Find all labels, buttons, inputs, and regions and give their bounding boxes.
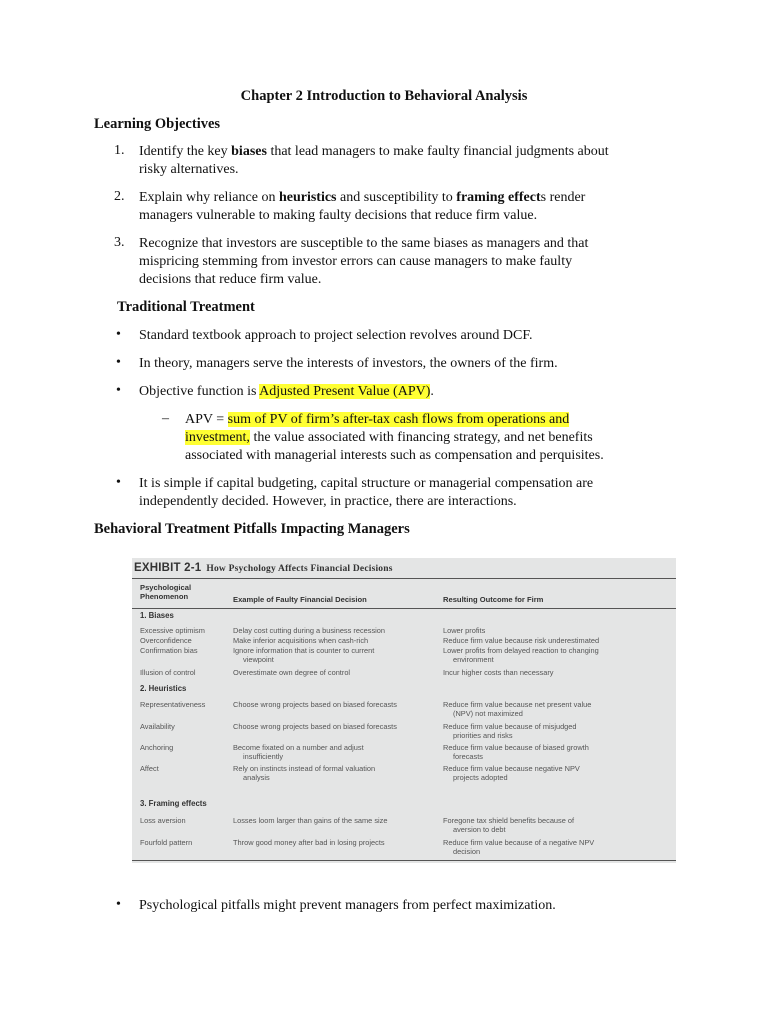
row-phenomenon: Anchoring [140, 743, 174, 752]
exhibit-top-rule [132, 578, 676, 579]
cell-text: environment [453, 654, 494, 664]
text-span: associated with managerial interests such as compensation and perquisites. [185, 448, 604, 463]
exhibit-bottom-rule [132, 860, 676, 861]
bullet-text: Standard textbook approach to project selection revolves around DCF. [139, 328, 533, 343]
cell-text: Reduce firm value because of a negative NPV [443, 838, 595, 847]
bold-term: framing effect [456, 190, 541, 205]
text-span: and susceptibility to [336, 190, 457, 205]
cell-text: Reduce firm value because net present value [443, 700, 592, 709]
col-header-outcome: Resulting Outcome for Firm [443, 595, 544, 604]
row-outcome [443, 765, 580, 782]
row-example: Overestimate own degree of control [233, 668, 351, 677]
col-header-phenomenon [140, 584, 191, 601]
row-example: Choose wrong projects based on biased forecasts [233, 700, 397, 709]
row-outcome [443, 744, 589, 761]
bullet-item [0, 327, 768, 347]
text-span: Objective function is [139, 384, 260, 399]
objective-number: 1. [114, 143, 125, 158]
bold-term: biases [231, 144, 267, 159]
bullet-item [0, 897, 768, 917]
objective-2 [0, 189, 768, 229]
header-text: Phenomenon [140, 591, 189, 601]
text-span: mispricing stemming from investor errors can cause managers to make faulty [139, 254, 573, 269]
objective-1 [0, 143, 768, 183]
bullet-text [139, 383, 664, 401]
text-span: managers vulnerable to making faulty decisions that reduce firm value. [139, 208, 538, 223]
bullet-text: Psychological pitfalls might prevent managers from perfect maximization. [139, 898, 556, 913]
exhibit-number: EXHIBIT 2-1 [134, 562, 202, 574]
text-span: . [430, 384, 434, 399]
bullet-item [0, 383, 768, 403]
objective-3 [0, 235, 768, 293]
col-header-example: Example of Faulty Financial Decision [233, 595, 367, 604]
row-example [233, 744, 364, 761]
row-example [233, 647, 374, 664]
highlighted-text: Adjusted Present Value (APV) [259, 384, 431, 399]
text-span: It is simple if capital budgeting, capital structure or managerial compensation are [139, 476, 594, 491]
objective-number: 2. [114, 189, 125, 204]
bullet-icon: • [116, 897, 121, 912]
bullet-item [0, 355, 768, 375]
exhibit-title [134, 562, 393, 574]
row-example: Losses loom larger than gains of the same size [233, 816, 388, 825]
row-phenomenon: Overconfidence [140, 636, 192, 645]
objective-text [139, 235, 664, 289]
section-biases: 1. Biases [140, 611, 174, 620]
cell-text: Rely on instincts instead of formal valuation [233, 764, 376, 773]
row-example: Choose wrong projects based on biased forecasts [233, 722, 397, 731]
learning-objectives-heading: Learning Objectives [94, 116, 221, 132]
bullet-icon: • [116, 383, 121, 398]
cell-text: Reduce firm value because of misjudged [443, 722, 577, 731]
row-outcome: Incur higher costs than necessary [443, 668, 554, 677]
cell-text: Foregone tax shield benefits because of [443, 816, 575, 825]
row-example: Throw good money after bad in losing projects [233, 838, 385, 847]
bullet-item [0, 475, 768, 515]
row-outcome: Lower profits [443, 626, 486, 635]
behavioral-treatment-heading: Behavioral Treatment Pitfalls Impacting Managers [94, 521, 410, 537]
text-span: decisions that reduce firm value. [139, 272, 322, 287]
row-phenomenon: Representativeness [140, 700, 206, 709]
cell-text: decision [453, 846, 481, 856]
section-framing-effects: 3. Framing effects [140, 799, 207, 808]
cell-text: (NPV) not maximized [453, 708, 523, 718]
bullet-icon: • [116, 475, 121, 490]
cell-text: forecasts [453, 751, 483, 761]
row-phenomenon: Illusion of control [140, 668, 196, 677]
text-span: the value associated with financing strategy, and net benefits [249, 430, 593, 445]
cell-text: Ignore information that is counter to current [233, 646, 375, 655]
cell-text: aversion to debt [453, 824, 506, 834]
exhibit-figure [132, 558, 676, 863]
row-phenomenon: Fourfold pattern [140, 838, 193, 847]
text-span: independently decided. However, in practice, there are interactions. [139, 494, 517, 509]
row-example: Make inferior acquisitions when cash-rich [233, 636, 369, 645]
bullet-text [139, 475, 664, 511]
cell-text: Reduce firm value because negative NPV [443, 764, 580, 773]
header-text: Psychological [140, 583, 192, 592]
text-span: APV = [185, 412, 228, 427]
cell-text: Lower profits from delayed reaction to changing [443, 646, 599, 655]
traditional-treatment-heading: Traditional Treatment [117, 299, 255, 315]
highlighted-text: investment, [185, 430, 250, 445]
row-phenomenon: Excessive optimism [140, 626, 205, 635]
bullet-icon: • [116, 327, 121, 342]
row-phenomenon: Loss aversion [140, 816, 186, 825]
cell-text: analysis [243, 772, 270, 782]
text-span: that lead managers to make faulty financial judgments about [266, 144, 609, 159]
bullet-text: In theory, managers serve the interests of investors, the owners of the firm. [139, 356, 558, 371]
cell-text: Reduce firm value because of biased growth [443, 743, 589, 752]
row-phenomenon: Availability [140, 722, 175, 731]
row-outcome [443, 647, 599, 664]
cell-text: Become fixated on a number and adjust [233, 743, 364, 752]
cell-text: projects adopted [453, 772, 508, 782]
row-outcome [443, 701, 591, 718]
bold-term: heuristics [278, 190, 337, 205]
exhibit-header-rule [132, 608, 676, 609]
sub-bullet-text [185, 411, 665, 465]
row-outcome: Reduce firm value because risk underestimated [443, 636, 600, 645]
objective-text [139, 143, 664, 179]
cell-text: priorities and risks [453, 730, 513, 740]
cell-text: viewpoint [243, 654, 274, 664]
row-outcome [443, 723, 577, 740]
cell-text: insufficiently [243, 751, 284, 761]
text-span: Recognize that investors are susceptible to the same biases as managers and that [139, 236, 589, 251]
objective-text [139, 189, 664, 225]
row-phenomenon: Affect [140, 764, 159, 773]
dash-icon: – [162, 411, 169, 426]
text-span: risky alternatives. [139, 162, 239, 177]
row-phenomenon: Confirmation bias [140, 646, 198, 655]
row-example: Delay cost cutting during a business recession [233, 626, 385, 635]
text-span: s render [540, 190, 586, 205]
highlighted-text: sum of PV of firm’s after-tax cash flows from operations and [227, 412, 570, 427]
row-outcome [443, 817, 574, 834]
sub-bullet-item [0, 411, 768, 469]
objective-number: 3. [114, 235, 125, 250]
chapter-title: Chapter 2 Introduction to Behavioral Analysis [240, 88, 528, 104]
exhibit-name: How Psychology Affects Financial Decisions [206, 564, 393, 574]
section-heuristics: 2. Heuristics [140, 684, 187, 693]
text-span: Explain why reliance on [139, 190, 279, 205]
bullet-icon: • [116, 355, 121, 370]
text-span: Identify the key [139, 144, 232, 159]
row-example [233, 765, 375, 782]
row-outcome [443, 839, 594, 856]
